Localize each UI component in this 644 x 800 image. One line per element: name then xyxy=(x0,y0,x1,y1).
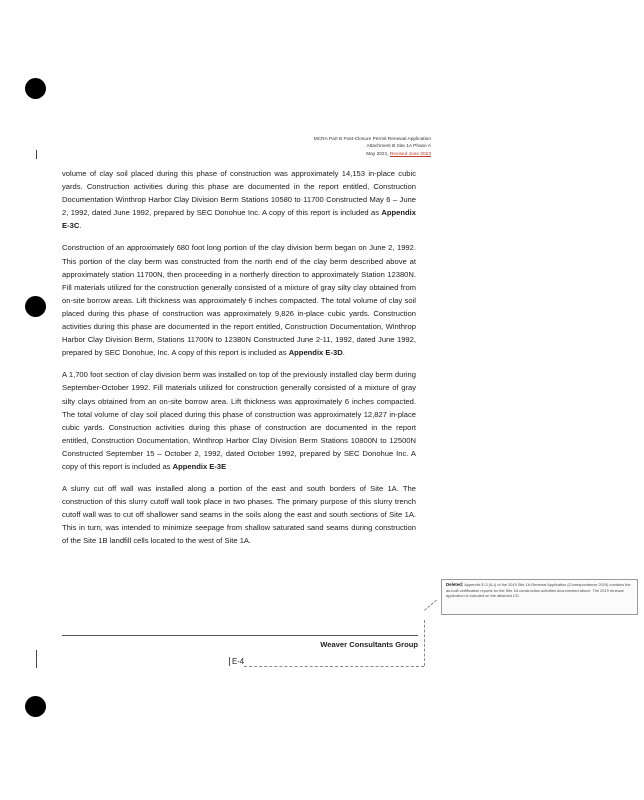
comment-connector-vertical xyxy=(424,620,425,666)
change-bar-bottom xyxy=(36,650,37,668)
footer-company: Weaver Consultants Group xyxy=(320,640,418,649)
appendix-reference: Appendix E-3D xyxy=(288,348,343,358)
comment-connector-horizontal xyxy=(244,666,424,667)
header-revised-date: Revised June 2023 xyxy=(389,151,431,157)
comment-text: Appendix E-3 (A-I) of the 2019 Site 1A Renewal Application (Correspondence 2019) contains the as-built certification reports for the Site 1A construction activities documented above. The 2019 renewal application is included on the attached CD. xyxy=(446,582,631,599)
paragraph-text: Construction of an approximately 680 foot long portion of the clay division berm began on June 2, 1992. This portion of the clay berm was constructed from the north end of the clay berm described above at approximately station 11700N, then proceeding in a northerly direction to approximately Station 12380N. Fill materials utilized for the construction generally consisted of a mixture of gray silty clay obtained from on-site borrow areas. Lift thickness was approximately 6 inches compacted. The total volume of clay soil placed during this phase of construction was approximately 9,826 in-place cubic yards. Construction activities during this phase are documented in the report entitled, Construction Documentation, Winthrop Harbor Clay Division Berm, Stations 11700N to 12380N Constructed June 2-11, 1992, dated June 1992, prepared by SEC Donohue, Inc. A copy of this report is included as xyxy=(62,243,416,358)
header-date: May 2021, xyxy=(366,151,390,157)
paragraph-end: . xyxy=(79,221,82,231)
change-bar-top xyxy=(36,150,37,159)
page-number-text: E-4 xyxy=(229,657,244,666)
appendix-reference: Appendix E-3E xyxy=(172,461,227,471)
binder-hole-bottom xyxy=(25,696,46,717)
paragraph-1 xyxy=(62,167,416,232)
paragraph-3 xyxy=(62,368,416,473)
paragraph-4 xyxy=(62,482,416,547)
header-line-2: Attachment B Site 1A Phase A xyxy=(366,144,431,150)
appendix-reference: Appendix E-3C xyxy=(62,208,416,231)
paragraph-2 xyxy=(62,241,416,359)
comment-label: Deleted: xyxy=(446,582,464,587)
footer-rule xyxy=(62,635,418,636)
page-number xyxy=(229,657,244,666)
document-header xyxy=(314,136,431,158)
paragraph-end: . xyxy=(342,348,345,358)
binder-hole-top xyxy=(25,78,46,99)
paragraph-text: volume of clay soil placed during this phase of construction was approximately 14,153 in-place cubic yards. Construction activities during this phase are documented in the report entitled, Construction Documentation Winthrop Harbor Clay Division Berm Stations 10580 to 11700 Constructed May 6 – June 2, 1992, dated June 1992, prepared by SEC Donohue Inc. A copy of this report is included as xyxy=(62,169,416,218)
header-line-1: MCRA Part B Post-Closure Permit Renewal Application xyxy=(313,137,431,142)
paragraph-text: A 1,700 foot section of clay division berm was installed on top of the previously installed clay berm during September-October 1992. Fill materials utilized for construction generally consisted of a mixture of gray silty clays obtained from an on-site borrow area. Lift thickness was approximately 6 inches compacted. The total volume of clay soil placed during this phase of construction was approximately 12,827 in-place cubic yards. Construction activities during this phase of construction are documented in the report entitled, Construction Documentation, Winthrop Harbor Clay Division Berm Stations 10800N to 12500N Constructed September 15 – October 2, 1992, dated October 1992, prepared by SEC Donohue Inc. A copy of this report is included as xyxy=(62,370,416,471)
body-text xyxy=(62,167,416,557)
binder-hole-middle xyxy=(25,296,46,317)
header-line-3 xyxy=(314,151,431,158)
deleted-comment-balloon[interactable] xyxy=(441,579,638,615)
paragraph-text: A slurry cut off wall was installed along a portion of the east and south borders of Site 1A. The construction of this slurry cutoff wall took place in two phases. The primary purpose of this slurry trench cutoff wall was to cut off shallower sand seams in the soils along the east and south sections of Site 1A. This in turn, was intended to minimize seepage from shallow saturated sand seams during construction of the Site 1B landfill cells located to the west of Site 1A. xyxy=(62,484,416,546)
comment-connector-diagonal xyxy=(424,600,437,611)
